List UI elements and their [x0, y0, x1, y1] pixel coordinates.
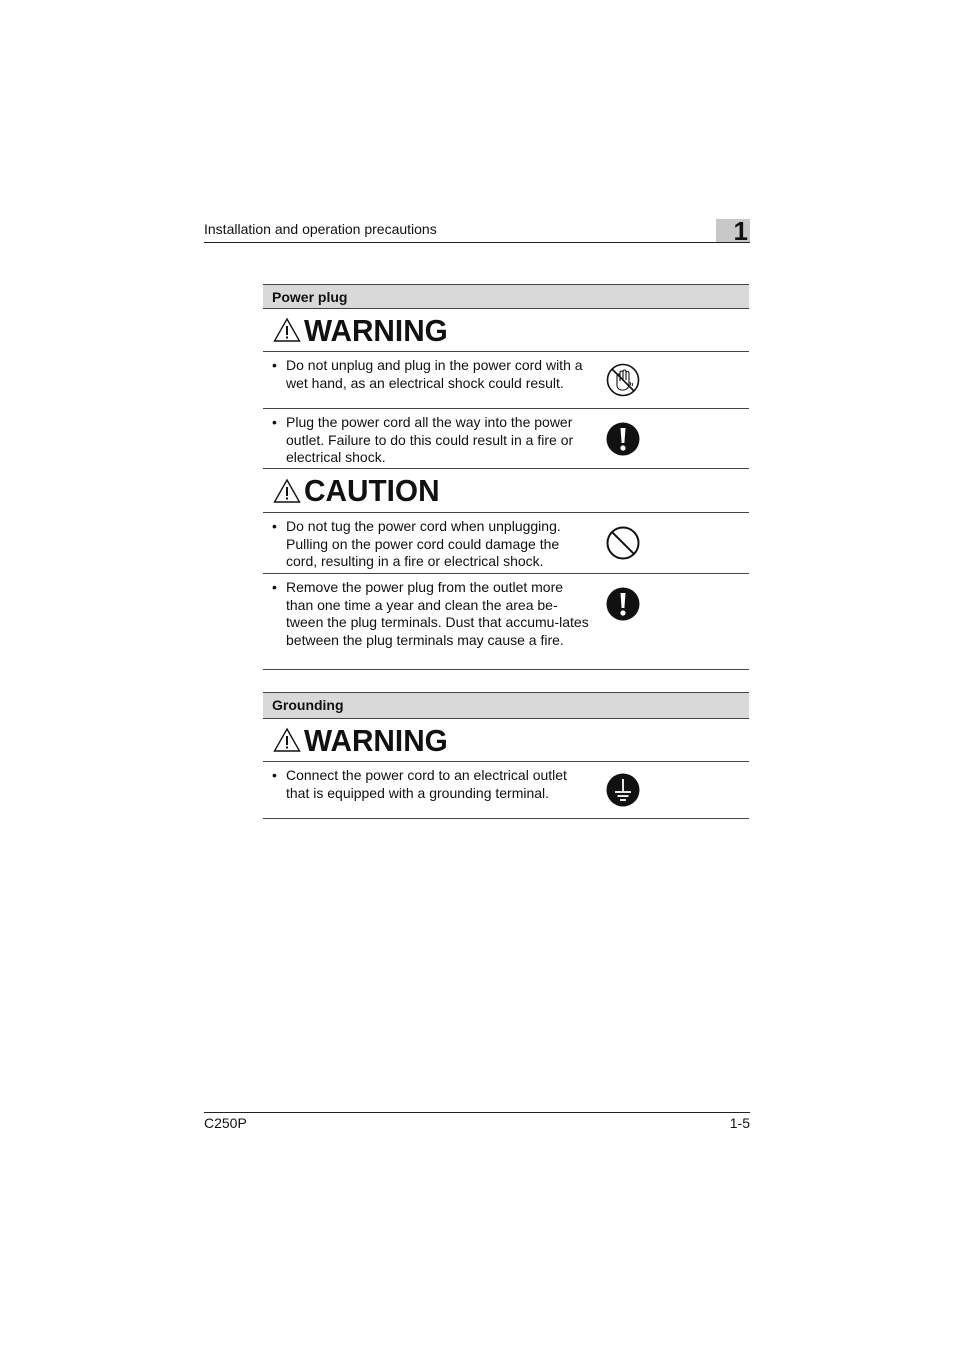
section-heading: Grounding	[263, 692, 749, 719]
signal-word: WARNING	[304, 312, 448, 348]
precaution-text: Remove the power plug from the outlet more than one time a year and clean the area be-tween the plug terminals. Dust that accumu-lates between the plug terminals may cause a fire.	[286, 579, 589, 648]
precaution-item	[263, 513, 749, 574]
section-heading: Power plug	[263, 284, 749, 309]
mandatory-action-icon	[605, 586, 641, 622]
warning-triangle-icon	[273, 727, 301, 753]
header-rule	[204, 242, 750, 243]
model-name: C250P	[204, 1115, 247, 1131]
signal-word: WARNING	[304, 722, 448, 758]
section-power-plug	[263, 284, 749, 670]
precaution-item	[263, 762, 749, 819]
bullet: •	[272, 767, 277, 783]
warning-banner	[263, 719, 749, 762]
mandatory-action-icon	[605, 421, 641, 457]
no-wet-hands-icon	[605, 362, 641, 398]
page-number: 1-5	[729, 1115, 750, 1131]
precaution-item	[263, 409, 749, 469]
chapter-number: 1	[733, 216, 748, 246]
bullet: •	[272, 414, 277, 430]
bullet: •	[272, 518, 277, 534]
caution-banner	[263, 469, 749, 513]
precaution-text: Do not tug the power cord when unplugging. Pulling on the power cord could damage the cord, resulting in a fire or electrical shock.	[286, 518, 561, 570]
section-grounding	[263, 692, 749, 819]
signal-word: CAUTION	[304, 473, 440, 508]
prohibited-icon	[605, 525, 641, 561]
precaution-item	[263, 352, 749, 409]
warning-banner	[263, 309, 749, 352]
ground-connection-icon	[605, 772, 641, 808]
running-header: Installation and operation precautions	[204, 221, 437, 237]
chapter-tab	[716, 216, 750, 246]
bullet: •	[272, 357, 277, 373]
precaution-text: Connect the power cord to an electrical outlet that is equipped with a grounding terminal.	[286, 767, 567, 801]
precaution-item	[263, 574, 749, 670]
precaution-text: Do not unplug and plug in the power cord with a wet hand, as an electrical shock could result.	[286, 357, 583, 391]
warning-triangle-icon	[273, 317, 301, 343]
precaution-text: Plug the power cord all the way into the power outlet. Failure to do this could result in a fire or electrical shock.	[286, 414, 574, 466]
bullet: •	[272, 579, 277, 595]
caution-triangle-icon	[273, 478, 301, 504]
footer-rule	[204, 1112, 750, 1113]
